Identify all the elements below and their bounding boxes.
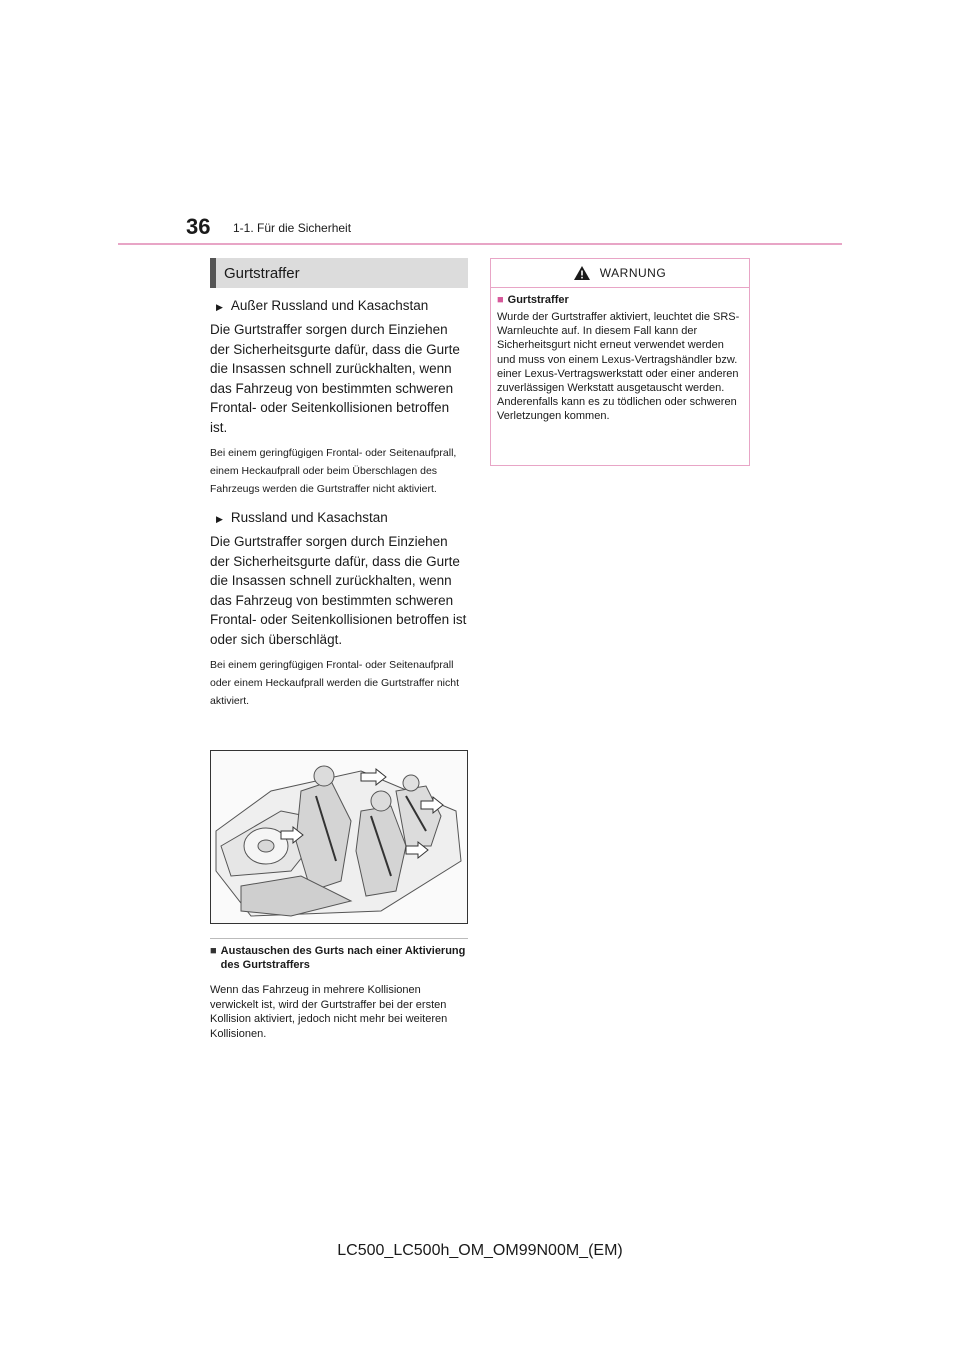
- subhead-russia: [210, 510, 468, 525]
- replace-body: Wenn das Fahrzeug in mehrere Kollisionen verwickelt ist, wird der Gurtstraffer bei der ersten Kollision aktiviert, jedoch nicht mehr bei weiteren Kollisionen.: [210, 984, 448, 1040]
- warning-box: [490, 258, 750, 466]
- body-paragraph: Die Gurtstraffer sorgen durch Einziehen der Sicherheitsgurte dafür, dass die Gurte die Insassen schnell zurückhalten, wenn das Fahrzeug von bestimmten schweren Frontal- oder Seitenkollisionen betroffen ist.: [210, 322, 460, 435]
- square-bullet-icon: ■: [497, 294, 504, 306]
- square-bullet-icon: ■: [210, 945, 217, 957]
- footer-doc-id: LC500_LC500h_OM_OM99N00M_(EM): [337, 1242, 623, 1259]
- replace-heading-label: Austauschen des Gurts nach einer Aktivierung des Gurtstraffers: [220, 945, 466, 971]
- triangle-bullet-icon: ▶: [216, 514, 223, 524]
- triangle-bullet-icon: ▶: [216, 302, 223, 312]
- figure-divider: [210, 938, 468, 939]
- car-interior-illustration: [211, 751, 467, 923]
- warning-header: [491, 259, 749, 288]
- note-paragraph: Bei einem geringfügigen Frontal- oder Seitenaufprall, einem Heckaufprall oder beim Überschlagen des Fahrzeugs werden die Gurtstraffer nicht aktiviert.: [210, 447, 457, 495]
- warning-title: WARNUNG: [599, 266, 667, 280]
- warning-text: Wurde der Gurtstraffer aktiviert, leuchtet die SRS-Warnleuchte auf. In diesem Fall kann der Sicherheitsgurt nicht erneut verwendet werden und muss von einem Lexus-Vertragshändler bzw. einer Lexus-Vertragswerkstatt oder einer anderen zuverlässigen Werkstatt ausgetauscht werden. Anderenfalls kann es zu tödlichen oder schweren Verletzungen kommen.: [497, 311, 740, 423]
- warning-triangle-icon: [574, 266, 590, 280]
- body-paragraph: Die Gurtstraffer sorgen durch Einziehen der Sicherheitsgurte dafür, dass die Gurte die Insassen schnell zurückhalten, wenn das Fahrzeug von bestimmten schweren Frontal- oder Seitenkollisionen betroffen ist oder sich überschlägt.: [210, 534, 467, 647]
- left-column: [210, 258, 468, 710]
- subhead-label: Außer Russland und Kasachstan: [230, 298, 429, 313]
- section-title: 1-1. Für die Sicherheit: [233, 221, 352, 235]
- header-divider: [118, 243, 842, 245]
- note-paragraph: Bei einem geringfügigen Frontal- oder Seitenaufprall oder einem Heckaufprall werden die Gurtstraffer nicht aktiviert.: [210, 659, 460, 707]
- warning-subheading: [491, 288, 749, 306]
- warning-subheading-label: Gurtstraffer: [507, 294, 569, 306]
- replace-heading: [210, 944, 468, 972]
- subhead-label: Russland und Kasachstan: [230, 510, 388, 525]
- section-heading: Gurtstraffer: [210, 258, 468, 288]
- subhead-outside-russia: [210, 298, 468, 313]
- seatbelt-illustration: [210, 750, 468, 924]
- page-number: 36: [186, 214, 211, 239]
